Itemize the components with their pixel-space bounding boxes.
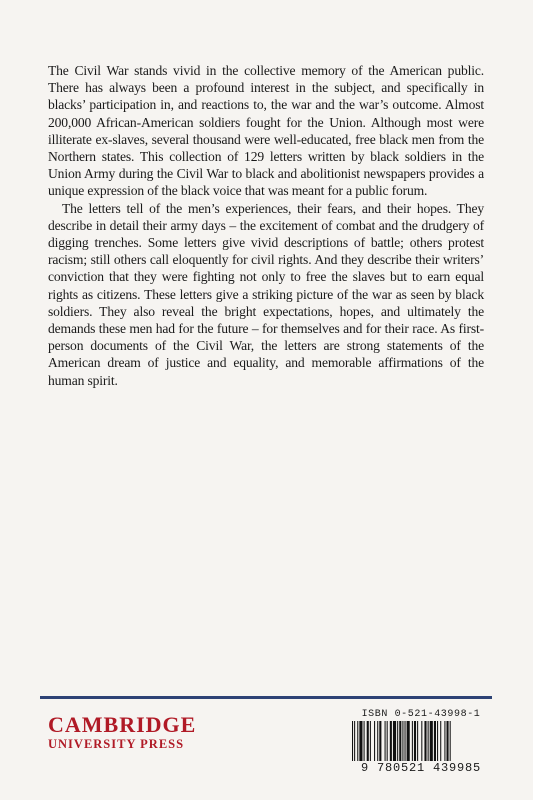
isbn-number: ISBN 0-521-43998-1 (361, 709, 481, 720)
publisher-logo (48, 714, 196, 752)
isbn-barcode (346, 709, 496, 773)
barcode-bars (346, 721, 496, 761)
divider-rule (40, 696, 492, 699)
publisher-subtitle: UNIVERSITY PRESS (48, 737, 185, 751)
back-cover-blurb (48, 62, 484, 389)
blurb-paragraph-1: The Civil War stands vivid in the collective memory of the American public. There has always been a profound interest in the subject, and specifically in blacks’ participation in, and reactions to, the war and the war’s outcome. Almost 200,000 African-American soldiers fought for the Union. Although most were illiterate ex-slaves, several thousand were well-educated, free black men from the Northern states. This collection of 129 letters written by black soldiers in the Union Army during the Civil War to black and abolitionist newspapers provides a unique expression of the black voice that was meant for a public forum. (48, 63, 484, 199)
ean-number: 9 780521 439985 (360, 761, 482, 775)
publisher-name: CAMBRIDGE (48, 712, 197, 737)
blurb-paragraph-2: The letters tell of the men’s experiences, their fears, and their hopes. They describe in detail their army days – the excitement of combat and the drudgery of digging trenches. Some letters give vivid descriptions of battle; others protest racism; still others call eloquently for civil rights. And they describe their writers’ conviction that they were fighting not only to free the slaves but to earn equal rights as citizens. These letters give a striking picture of the war as seen by black soldiers. They also reveal the bright expectations, hopes, and ultimately the demands these men had for the future – for themselves and for their race. As first-person documents of the Civil War, the letters are strong statements of the American dream of justice and equality, and memorable affirmations of the human spirit. (48, 200, 484, 388)
